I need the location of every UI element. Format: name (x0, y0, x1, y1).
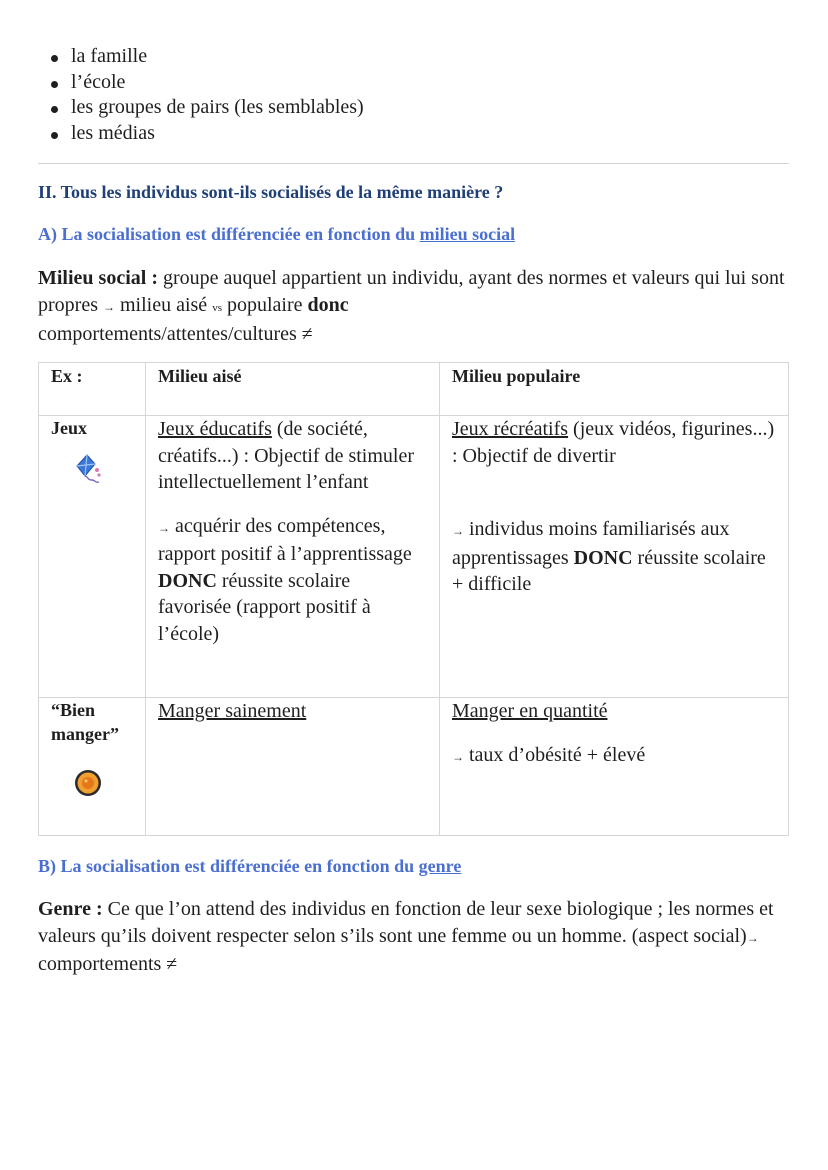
cell-paragraph (452, 416, 776, 469)
milieu-populaire-cell (440, 416, 789, 698)
row-label-cell (39, 416, 146, 698)
manger-sainement-term: Manger sainement (158, 700, 307, 722)
definition-text: comportements ≠ (38, 953, 178, 975)
table-row (39, 416, 789, 698)
divider (38, 163, 789, 164)
arrow-icon: → (102, 299, 115, 314)
cell-paragraph (452, 698, 776, 725)
list-item: les groupes de pairs (les semblables) (38, 95, 364, 121)
section-a-keyword: milieu social (419, 224, 516, 244)
row-label-jeux: Jeux (51, 418, 87, 438)
donc-keyword: DONC (573, 546, 633, 569)
section-b-title (38, 856, 461, 877)
cell-text: (de société, créatifs...) : Objectif de stimuler intellectuellement l’enfant (158, 418, 415, 493)
definition-term: Genre : (38, 898, 103, 920)
section-b-keyword: genre (418, 856, 462, 876)
agents-list (38, 44, 364, 146)
list-item: l’école (38, 70, 364, 96)
cell-paragraph (158, 513, 427, 648)
table-header-cell (440, 363, 789, 416)
frying-pan-icon (73, 768, 103, 798)
cell-text: réussite scolaire favorisée (rapport positif à l’école) (158, 569, 371, 645)
table-header-cell (39, 363, 146, 416)
cell-text: taux d’obésité + élevé (464, 743, 646, 766)
section-b-prefix: B) La socialisation est différenciée en fonction du (38, 856, 419, 876)
table-header-cell (146, 363, 440, 416)
comparison-table (38, 362, 789, 836)
definition-text: groupe auquel appartient un individu, ayant des normes et valeurs qui lui sont propres (38, 267, 785, 316)
section-a-prefix: A) La socialisation est différenciée en fonction du (38, 224, 420, 244)
cell-text: réussite scolaire + difficile (452, 546, 766, 595)
definition-text: populaire (221, 293, 308, 316)
milieu-social-definition (38, 265, 798, 348)
donc-keyword: donc (307, 293, 349, 316)
header-ex: Ex : (51, 366, 83, 386)
table-header-row (39, 363, 789, 416)
arrow-icon: → (158, 520, 170, 535)
vs-label: vs (212, 301, 222, 314)
table-row (39, 698, 789, 836)
cell-paragraph (158, 416, 427, 496)
jeux-recreatifs-term: Jeux récréatifs (452, 418, 569, 440)
arrow-icon: → (746, 930, 759, 945)
section-2-title: II. Tous les individus sont-ils socialisés de la même manière ? (38, 182, 504, 202)
milieu-aise-cell (146, 416, 440, 698)
row-label-bien-manger: “Bien manger” (51, 700, 119, 744)
cell-text: individus moins familiarisés aux apprentissages (452, 518, 730, 569)
cell-paragraph (452, 516, 776, 598)
milieu-aise-cell (146, 698, 440, 836)
header-milieu-aise: Milieu aisé (158, 366, 242, 386)
jeux-educatifs-term: Jeux éducatifs (158, 418, 272, 440)
list-item: la famille (38, 44, 364, 70)
row-label-cell (39, 698, 146, 836)
cell-paragraph (452, 742, 776, 771)
kite-icon (73, 452, 103, 484)
cell-text: acquérir des compétences, rapport positif à l’apprentissage (158, 514, 412, 565)
arrow-icon: → (452, 524, 464, 538)
definition-term: Milieu social : (38, 267, 158, 289)
arrow-icon: → (452, 749, 464, 764)
genre-definition (38, 896, 798, 978)
header-milieu-populaire: Milieu populaire (452, 366, 581, 386)
cell-text: (jeux vidéos, figurines...) : Objectif de divertir (452, 418, 775, 467)
definition-text: milieu aisé (114, 293, 213, 316)
milieu-populaire-cell (440, 698, 789, 836)
manger-en-quantite-term: Manger en quantité (452, 700, 608, 722)
definition-text: comportements/attentes/cultures ≠ (38, 323, 313, 345)
definition-text: Ce que l’on attend des individus en fonction de leur sexe biologique ; les normes et valeurs qu’ils doivent respecter selon s’ils sont une femme ou un homme. (aspect social) (38, 898, 774, 947)
section-a-title (38, 224, 515, 245)
donc-keyword: DONC (158, 569, 217, 592)
list-item: les médias (38, 121, 364, 147)
